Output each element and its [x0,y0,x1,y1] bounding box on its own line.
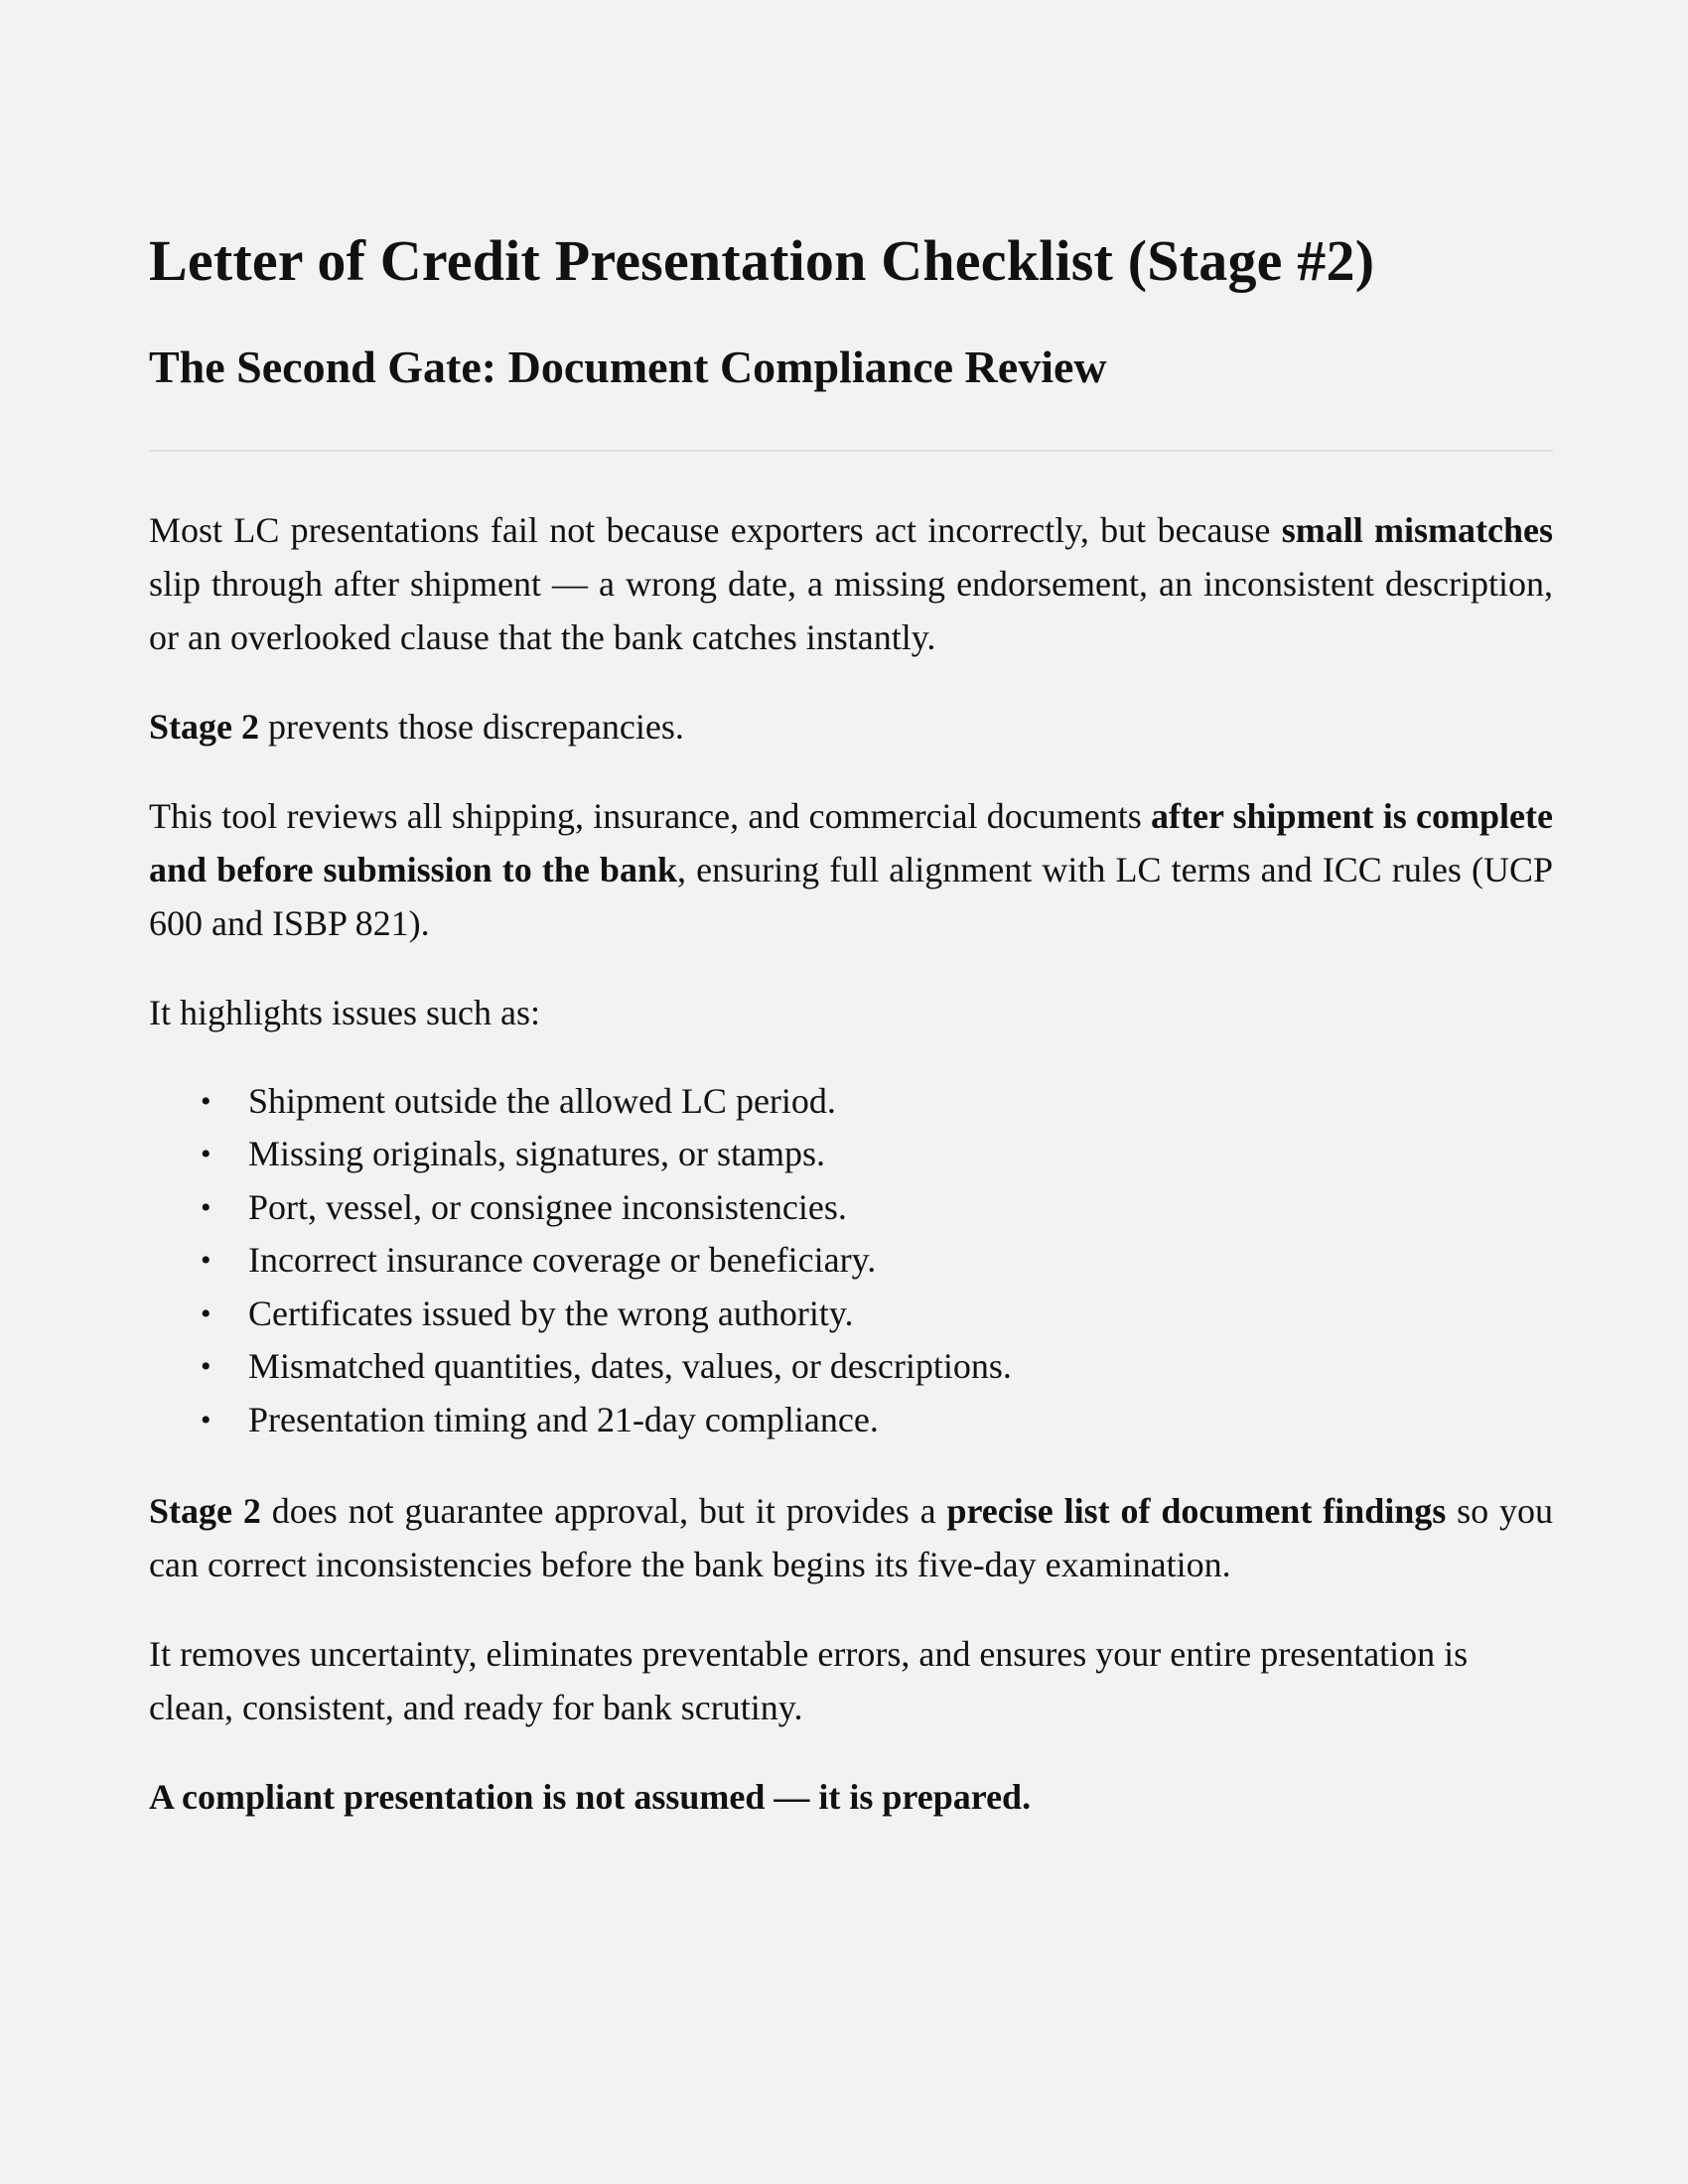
bullet-icon: • [201,1190,211,1224]
findings-text-start: does not guarantee approval, but it provides a [260,1491,947,1532]
tool-emphasis: after shipment is complete and before submission to the bank [149,795,1553,889]
list-item-text: Incorrect insurance coverage or beneficiary. [248,1240,877,1281]
intro-emphasis: small mismatches [1281,509,1553,550]
list-item-text: Missing originals, signatures, or stamps. [248,1134,825,1174]
issues-lead: It highlights issues such as: [149,992,540,1032]
list-item [201,1288,1553,1341]
list-item-text: Mismatched quantities, dates, values, or descriptions. [248,1346,1012,1387]
list-item-text: Shipment outside the allowed LC period. [248,1080,836,1121]
stage-label: Stage 2 [149,706,259,747]
bullet-icon: • [201,1244,211,1278]
findings-emphasis: precise list of document findings [946,1491,1447,1532]
issues-list [149,1075,1553,1447]
findings-stage-label: Stage 2 [149,1491,261,1532]
list-item-text: Port, vessel, or consignee inconsistencies. [248,1186,847,1227]
list-item [201,1340,1553,1394]
list-item-text: Certificates issued by the wrong authority. [248,1293,854,1333]
list-item [201,1075,1553,1129]
intro-paragraph [149,503,1553,664]
list-item [201,1181,1553,1235]
bullet-icon: • [201,1350,211,1384]
stage-prevents-paragraph [149,700,1553,753]
intro-text-start: Most LC presentations fail not because exporters act incorrectly, but because [149,509,1282,550]
bullet-icon: • [201,1138,211,1171]
tool-paragraph [149,789,1553,950]
bullet-icon: • [201,1297,211,1330]
list-item [201,1394,1553,1447]
tool-text-start: This tool reviews all shipping, insurance, and commercial documents [149,795,1151,836]
bullet-icon: • [201,1403,211,1436]
findings-text-end: so you can correct inconsistencies before the bank begins its five-day examination. [149,1491,1553,1585]
bullet-icon: • [201,1084,211,1118]
findings-paragraph [149,1484,1553,1591]
tool-text-end: , ensuring full alignment with LC terms and ICC rules (UCP 600 and ISBP 821). [149,849,1553,943]
list-item [201,1234,1553,1288]
intro-text-end: slip through after shipment — a wrong date, a missing endorsement, an inconsistent description, or an overlooked clause that the bank catches instantly. [149,563,1553,657]
removes-paragraph: It removes uncertainty, eliminates preventable errors, and ensures your entire presentation is clean, consistent, and ready for bank scrutiny. [149,1634,1469,1728]
list-item [201,1128,1553,1181]
list-item-text: Presentation timing and 21-day compliance. [248,1399,879,1439]
closing-statement: A compliant presentation is not assumed — it is prepared. [149,1777,1032,1818]
document-subtitle: The Second Gate: Document Compliance Review [149,341,1107,392]
document-title: Letter of Credit Presentation Checklist (Stage #2) [149,228,1375,293]
stage-prevents-text: prevents those discrepancies. [259,706,684,747]
section-divider [149,450,1553,452]
